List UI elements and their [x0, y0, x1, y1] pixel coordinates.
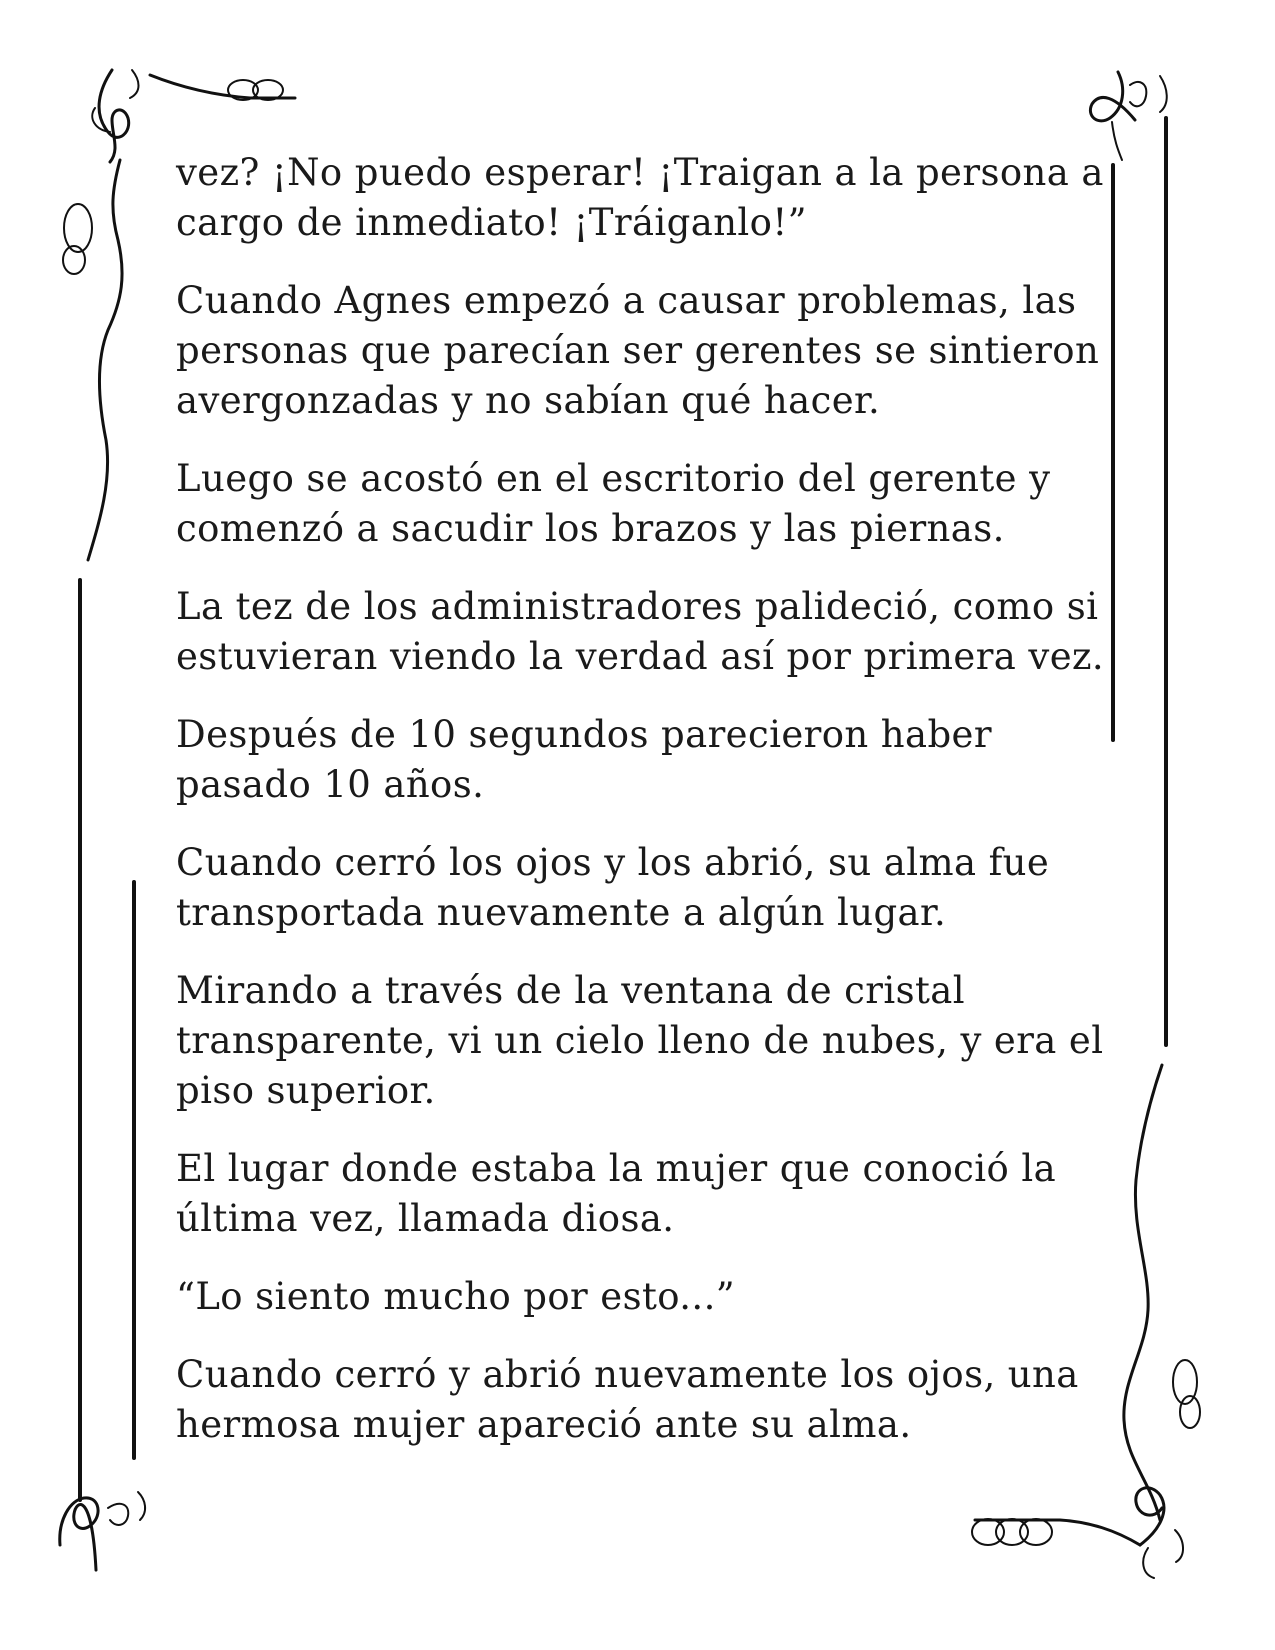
paragraph: “Lo siento mucho por esto...”	[176, 1275, 736, 1318]
bottom-left-flourish	[60, 1492, 145, 1570]
paragraph: vez? ¡No puedo esperar! ¡Traigan a la persona a cargo de inmediato! ¡Tráiganlo!”	[176, 151, 1104, 244]
paragraph: La tez de los administradores palideció, como si estuvieran viendo la verdad así por primera vez.	[176, 585, 1105, 678]
paragraph: Cuando cerró los ojos y los abrió, su alma fue transportada nuevamente a algún lugar.	[176, 841, 1050, 934]
bottom-right-flourish	[972, 1488, 1183, 1578]
right-lower-flourish	[1124, 1065, 1200, 1520]
paragraph: Mirando a través de la ventana de cristal transparente, vi un cielo lleno de nubes, y era el piso superior.	[176, 969, 1104, 1112]
body-text	[176, 148, 1106, 1478]
paragraph: Después de 10 segundos parecieron haber pasado 10 años.	[176, 713, 992, 806]
paragraph: Cuando cerró y abrió nuevamente los ojos, una hermosa mujer apareció ante su alma.	[176, 1353, 1079, 1446]
paragraph: Luego se acostó en el escritorio del gerente y comenzó a sacudir los brazos y las piernas.	[176, 457, 1051, 550]
paragraph: Cuando Agnes empezó a causar problemas, las personas que parecían ser gerentes se sintieron avergonzadas y no sabían qué hacer.	[176, 279, 1100, 422]
paragraph: El lugar donde estaba la mujer que conoció la última vez, llamada diosa.	[176, 1147, 1057, 1240]
